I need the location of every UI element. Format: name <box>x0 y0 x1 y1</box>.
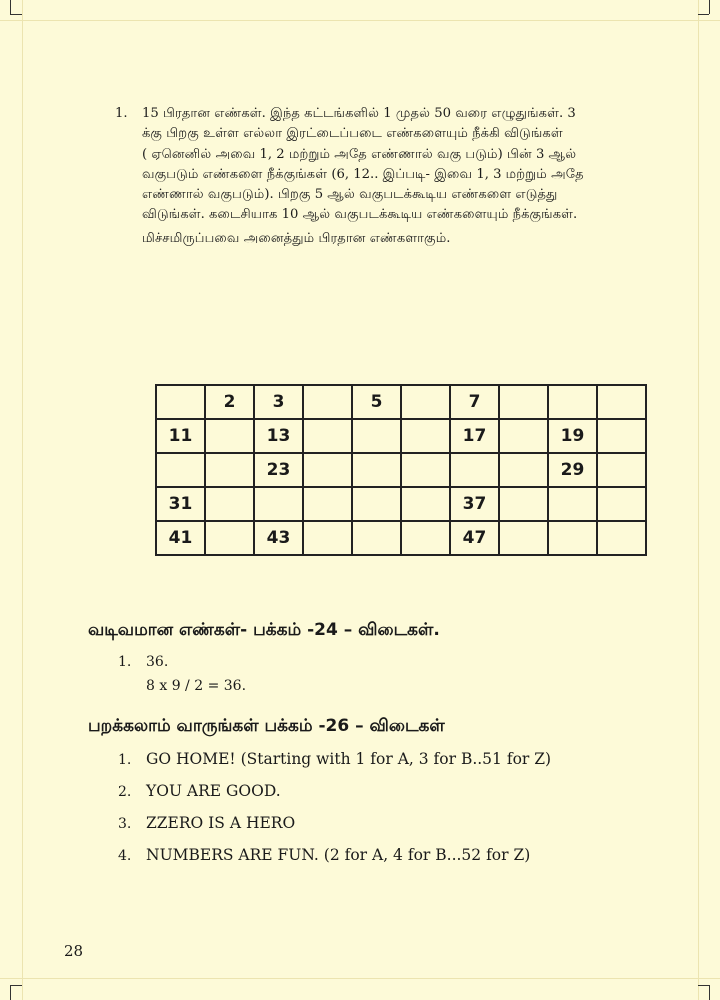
answer-item <box>118 654 168 670</box>
grid-cell <box>303 385 352 419</box>
grid-cell <box>156 385 205 419</box>
grid-cell <box>401 521 450 555</box>
grid-cell <box>548 487 597 521</box>
grid-row <box>156 487 646 521</box>
answer-item <box>118 846 530 864</box>
grid-cell <box>205 521 254 555</box>
grid-cell: 43 <box>254 521 303 555</box>
crop-mark <box>709 985 710 1000</box>
instruction-paragraph <box>115 104 675 249</box>
grid-cell <box>205 419 254 453</box>
page-frame-bottom <box>0 978 720 979</box>
grid-cell <box>401 385 450 419</box>
grid-cell: 7 <box>450 385 499 419</box>
grid-cell: 11 <box>156 419 205 453</box>
grid-cell <box>303 487 352 521</box>
answer-text: YOU ARE GOOD. <box>146 782 281 800</box>
grid-cell <box>499 453 548 487</box>
answer-item <box>118 782 281 800</box>
instruction-number: 1. <box>115 106 128 121</box>
grid-cell: 37 <box>450 487 499 521</box>
grid-cell <box>352 419 401 453</box>
grid-cell: 31 <box>156 487 205 521</box>
section-heading-shapes: வடிவமான எண்கள்- பக்கம் -24 – விடைகள். <box>88 620 440 640</box>
section-heading-flying: பறக்கலாம் வாருங்கள் பக்கம் -26 – விடைகள் <box>88 716 445 736</box>
grid-cell <box>352 453 401 487</box>
grid-cell <box>597 521 646 555</box>
instruction-line: ( ஏனெனில் அவை 1, 2 மற்றும் அதே எண்ணால் வகு படும்) பின் 3 ஆல் <box>142 146 577 162</box>
grid-cell: 23 <box>254 453 303 487</box>
grid-cell: 29 <box>548 453 597 487</box>
grid-cell <box>254 487 303 521</box>
grid-cell <box>499 419 548 453</box>
crop-mark <box>698 985 709 986</box>
grid-cell <box>499 521 548 555</box>
instruction-line: விடுங்கள். கடைசியாக 10 ஆல் வகுபடக்கூடிய எண்களையும் நீக்குங்கள். <box>142 207 578 223</box>
grid-cell <box>597 385 646 419</box>
crop-mark <box>10 0 11 14</box>
answer-item <box>118 814 295 832</box>
grid-row <box>156 419 646 453</box>
page-frame-right <box>698 0 699 1000</box>
grid-row <box>156 385 646 419</box>
grid-cell: 41 <box>156 521 205 555</box>
grid-cell <box>205 487 254 521</box>
answer-number: 4. <box>118 848 132 864</box>
grid-cell <box>156 453 205 487</box>
page-frame-top <box>0 20 720 21</box>
grid-cell <box>597 419 646 453</box>
grid-cell <box>401 453 450 487</box>
grid-cell <box>548 385 597 419</box>
grid-cell: 47 <box>450 521 499 555</box>
grid-cell: 19 <box>548 419 597 453</box>
crop-mark <box>698 14 709 15</box>
crop-mark <box>709 0 710 14</box>
grid-cell <box>205 453 254 487</box>
grid-cell: 2 <box>205 385 254 419</box>
grid-cell <box>499 385 548 419</box>
grid-cell <box>401 419 450 453</box>
grid-cell <box>597 453 646 487</box>
answer-text: ZZERO IS A HERO <box>146 814 296 832</box>
answer-number: 1. <box>118 654 132 670</box>
grid-cell: 13 <box>254 419 303 453</box>
instruction-line: எண்ணால் வகுபடும்). பிறகு 5 ஆல் வகுபடக்கூடிய எண்களை எடுத்து <box>142 187 558 203</box>
grid-cell <box>450 453 499 487</box>
answer-number: 2. <box>118 784 132 800</box>
instruction-line: மிச்சமிருப்பவை அனைத்தும் பிரதான எண்களாகும். <box>142 230 451 246</box>
prime-number-grid <box>155 384 647 556</box>
answer-text: GO HOME! (Starting with 1 for A, 3 for B..51 for Z) <box>146 750 552 768</box>
instruction-line: க்கு பிறகு உள்ள எல்லா இரட்டைப்படை எண்களையும் நீக்கி விடுங்கள் <box>142 126 563 142</box>
answer-number: 3. <box>118 816 132 832</box>
page-frame-left <box>22 0 23 1000</box>
instruction-line: 15 பிரதான எண்கள். இந்த கட்டங்களில் 1 முதல் 50 வரை எழுதுங்கள். 3 <box>142 106 576 121</box>
grid-row <box>156 453 646 487</box>
grid-cell: 3 <box>254 385 303 419</box>
grid-cell <box>303 453 352 487</box>
crop-mark <box>10 14 22 15</box>
answer-number: 1. <box>118 752 132 768</box>
crop-mark <box>10 985 11 1000</box>
grid-cell <box>401 487 450 521</box>
page-number: 28 <box>64 942 84 960</box>
grid-row <box>156 521 646 555</box>
grid-cell <box>548 521 597 555</box>
crop-mark <box>10 985 22 986</box>
answer-item <box>118 750 551 768</box>
grid-cell: 5 <box>352 385 401 419</box>
answer-calculation: 8 x 9 / 2 = 36. <box>146 678 247 694</box>
grid-cell <box>499 487 548 521</box>
grid-cell <box>352 521 401 555</box>
instruction-line: வகுபடும் எண்களை நீக்குங்கள் (6, 12.. இப்படி- இவை 1, 3 மற்றும் அதே <box>142 166 584 182</box>
answer-text: 36. <box>146 654 169 670</box>
grid-cell: 17 <box>450 419 499 453</box>
answer-text: NUMBERS ARE FUN. (2 for A, 4 for B...52 for Z) <box>146 846 531 864</box>
grid-cell <box>352 487 401 521</box>
grid-cell <box>597 487 646 521</box>
grid-cell <box>303 521 352 555</box>
grid-cell <box>303 419 352 453</box>
